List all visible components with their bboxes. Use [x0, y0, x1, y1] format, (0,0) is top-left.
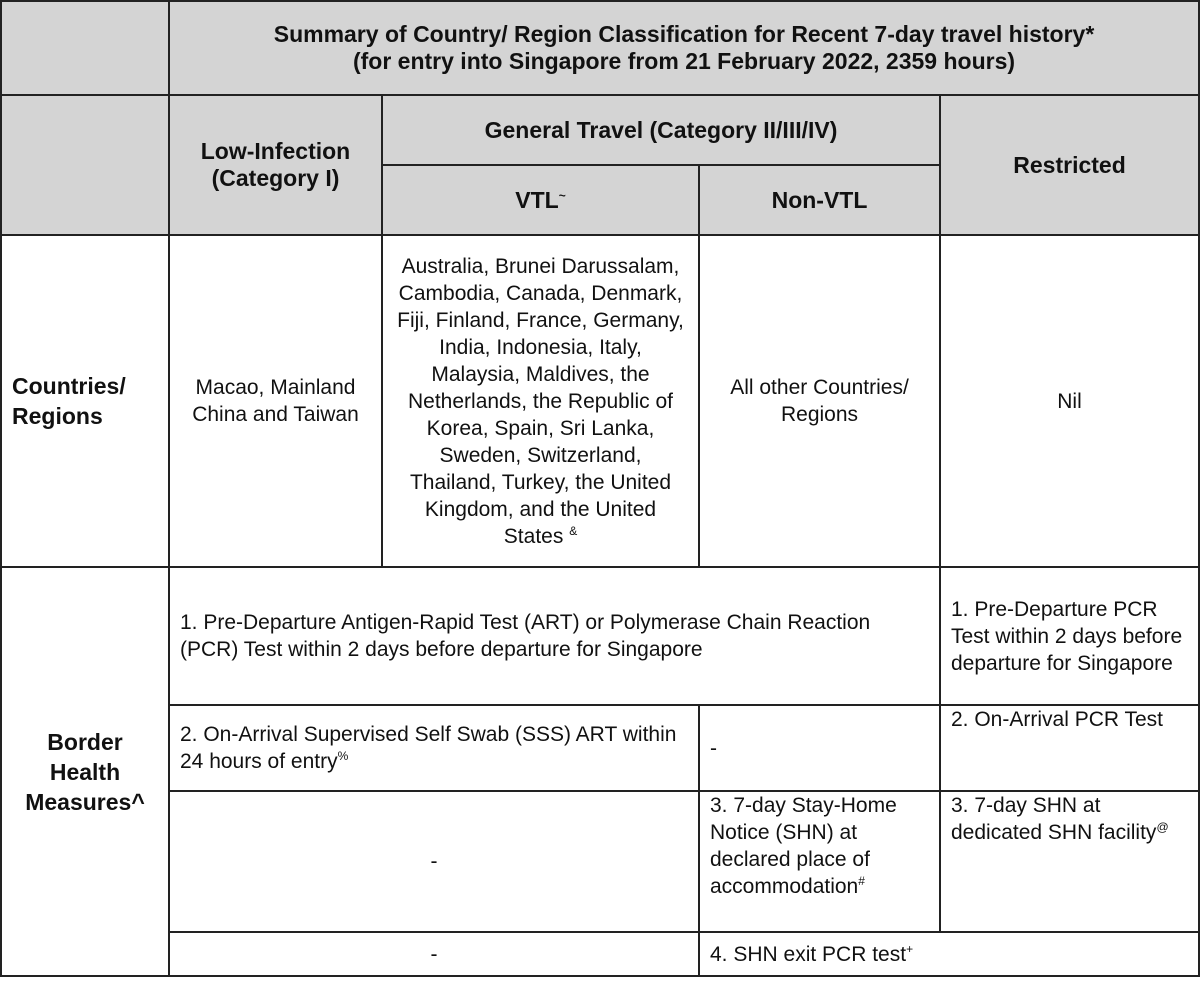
measure-exit-test-mark: + [906, 941, 914, 956]
measure-shn-non-vtl-mark: # [858, 874, 865, 888]
countries-vtl-list: Australia, Brunei Darussalam, Cambodia, Canada, Denmark, Fiji, Finland, France, Germany, India, Indonesia, Italy, Malaysia, Maldives, the Netherlands, the Republic of Korea, Spain, Sri Lanka, Sweden, Switzerland, Thailand, Turkey, the United Kingdom, and the United States [397, 254, 684, 548]
row-label-countries-line-1: Countries/ [12, 373, 126, 399]
header-low-infection [169, 95, 382, 235]
measure-shn-low-vtl: - [169, 791, 699, 932]
measure-shn-non-vtl [699, 791, 940, 932]
row-label-border-line-3: Measures^ [25, 788, 145, 815]
measure-exit-low-vtl: - [169, 932, 699, 976]
countries-low-infection: Macao, Mainland China and Taiwan [169, 235, 382, 567]
corner-cell [1, 1, 169, 95]
countries-non-vtl: All other Countries/ Regions [699, 235, 940, 567]
measure-shn-restricted-text: 3. 7-day SHN at dedicated SHN facility [951, 794, 1157, 844]
row-label-border-health [1, 567, 169, 976]
header-vtl [382, 165, 699, 235]
row-label-border-line-2: Health [49, 758, 121, 785]
countries-vtl-mark: & [569, 523, 578, 538]
row-label-countries-line-2: Regions [12, 403, 103, 429]
measure-pre-departure-general: 1. Pre-Departure Antigen-Rapid Test (ART) or Polymerase Chain Reaction (PCR) Test within 2 days before departure for Singapore [169, 567, 940, 705]
row-label-countries [1, 235, 169, 567]
countries-restricted: Nil [940, 235, 1199, 567]
measure-on-arrival-sss [169, 705, 699, 791]
measure-on-arrival-sss-mark: % [337, 749, 349, 763]
measure-on-arrival-restricted: 2. On-Arrival PCR Test [940, 705, 1199, 791]
header-low-infection-line-1: Low-Infection [200, 138, 351, 164]
row-label-border-line-1: Border [47, 728, 123, 755]
corner-cell-lower [1, 95, 169, 235]
header-general-travel: General Travel (Category II/III/IV) [382, 95, 940, 165]
measure-on-arrival-sss-text: 2. On-Arrival Supervised Self Swab (SSS) ART within 24 hours of entry [180, 723, 677, 773]
header-low-infection-line-2: (Category I) [211, 165, 340, 191]
measure-exit-test-text: 4. SHN exit PCR test [710, 942, 907, 966]
measure-pre-departure-restricted: 1. Pre-Departure PCR Test within 2 days before departure for Singapore [940, 567, 1199, 705]
measure-shn-non-vtl-text: 3. 7-day Stay-Home Notice (SHN) at declared place of accommodation [710, 794, 897, 898]
title-line-1: Summary of Country/ Region Classification for Recent 7-day travel history* [273, 21, 1095, 47]
title-line-2: (for entry into Singapore from 21 February 2022, 2359 hours) [352, 48, 1016, 74]
measure-exit-test [699, 932, 1199, 976]
measure-shn-restricted-mark: @ [1156, 820, 1169, 834]
countries-vtl [382, 235, 699, 567]
header-vtl-mark: ~ [558, 187, 566, 202]
measure-shn-restricted [940, 791, 1199, 932]
table-title [169, 1, 1199, 95]
header-non-vtl: Non-VTL [699, 165, 940, 235]
header-restricted: Restricted [940, 95, 1199, 235]
measure-on-arrival-non-vtl: - [699, 705, 940, 791]
header-vtl-label: VTL [515, 186, 559, 213]
